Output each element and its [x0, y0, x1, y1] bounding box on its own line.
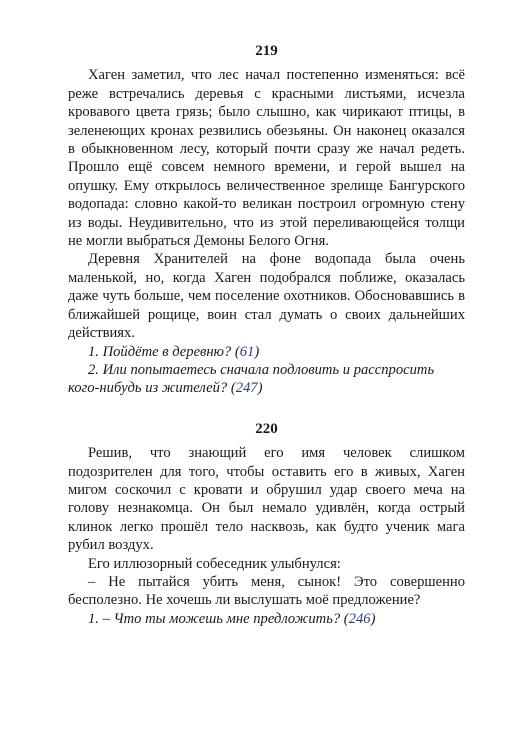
- choice-text: 1. – Что ты можешь мне предложить? (: [88, 610, 349, 627]
- choice-close: ): [254, 343, 260, 360]
- choice-link-246[interactable]: 246: [348, 610, 371, 627]
- book-page: [68, 42, 465, 628]
- choice-close: ): [370, 610, 376, 627]
- section-number-220: 220: [255, 420, 278, 437]
- choice-text: 2. Или попытаетесь сначала подловить и расспросить кого-нибудь из жителей? (: [68, 361, 435, 397]
- choice-link-61[interactable]: 61: [239, 343, 255, 360]
- paragraph: Хаген заметил, что лес начал постепенно изменяться: всё реже встречались деревья с красными листьями, исчезла кровавого цвета грязь; было слышно, как чирикают птицы, в зеленеющих кронах резвились обезьяны. Он наконец оказался в обыкновенном лесу, который почти сразу же начал редеть. Прошло ещё совсем немного времени, и герой вышел на опушку. Ему открылось величественное зрелище Бангурского водопада: словно какой-то великан построил огромную стену из воды. Неудивительно, что из этой переливающейся толщи не могли выбраться Демоны Белого Огня.: [68, 67, 465, 250]
- choice-text: 1. Пойдёте в деревню? (: [88, 343, 240, 360]
- paragraph: Его иллюзорный собеседник улыбнулся:: [88, 555, 341, 572]
- paragraph: Деревня Хранителей на фоне водопада была очень маленькой, но, когда Хаген подобрался поближе, оказалась даже чуть больше, чем поселение охотников. Обосновавшись в ближайшей рощице, воин стал думать о своих дальнейших действиях.: [68, 251, 465, 342]
- choice-item[interactable]: [68, 343, 465, 361]
- paragraph: Решив, что знающий его имя человек слишком подозрителен для того, чтобы оставить его в живых, Хаген мигом соскочил с кровати и обрушил удар своего меча на голову незнакомца. Он был немало удивлён, когда острый клинок легко прошёл тело насквозь, как будто ученик мага рубил воздух.: [68, 445, 465, 554]
- paragraph: – Не пытайся убить меня, сынок! Это совершенно бесполезно. Не хочешь ли выслушать моё предложение?: [68, 573, 465, 609]
- choice-item[interactable]: [68, 610, 465, 628]
- choice-link-247[interactable]: 247: [235, 380, 258, 397]
- choice-close: ): [257, 380, 263, 397]
- choice-item[interactable]: [68, 361, 465, 398]
- section-number-219: 219: [255, 43, 278, 59]
